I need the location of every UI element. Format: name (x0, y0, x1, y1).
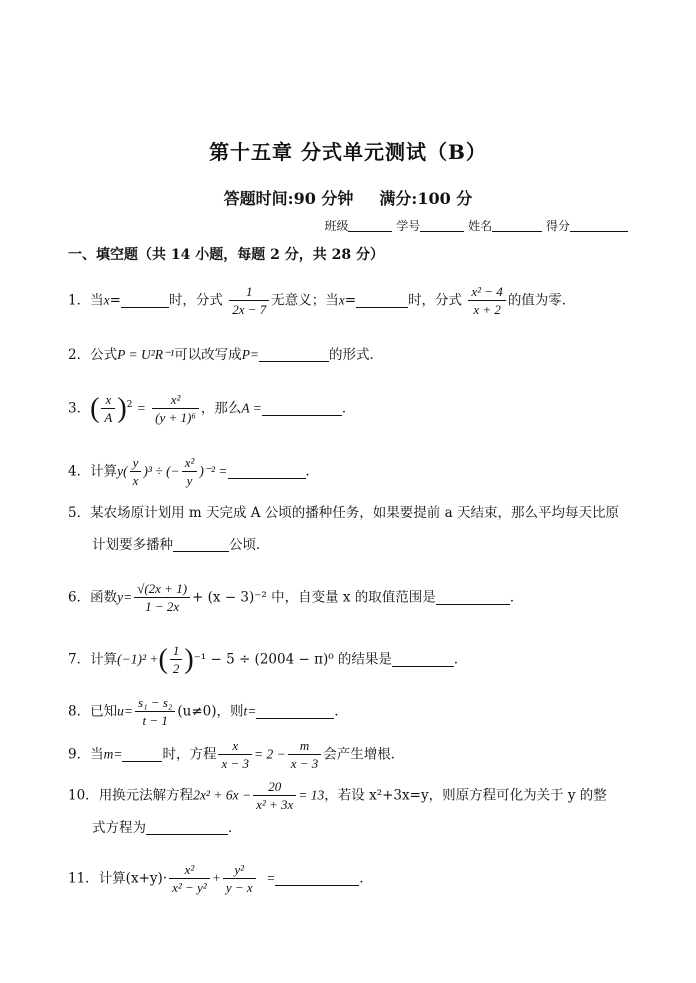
text: + (x − 3)⁻² 中，自变量 x 的取值范围是 (192, 589, 436, 606)
fraction (170, 643, 183, 677)
answer-blank-2[interactable] (259, 347, 329, 362)
text: 时，分式 (168, 292, 223, 309)
text: 计划要多播种 (92, 537, 173, 553)
fraction (169, 862, 210, 896)
denominator: x² − y² (172, 880, 207, 895)
denominator: x (132, 473, 139, 488)
fraction (223, 862, 256, 896)
numerator: x (218, 738, 252, 755)
answer-blank-6[interactable] (436, 590, 510, 605)
question-7 (68, 643, 467, 677)
question-number: 6． (68, 589, 91, 606)
variable: A = (241, 400, 262, 416)
numerator: 1 (170, 643, 183, 660)
expression: = 13 (298, 787, 325, 803)
numerator: x² (182, 455, 198, 472)
denominator: t − 1 (142, 713, 168, 728)
id-field[interactable] (420, 218, 464, 232)
text: 当 (90, 292, 104, 309)
variable: m= (103, 746, 123, 762)
question-8 (68, 695, 348, 729)
question-4 (68, 455, 319, 489)
section-title: 一、填空题（共 14 小题，每题 2 分，共 28 分） (68, 247, 384, 263)
text: ，那么 (200, 400, 242, 417)
question-2 (68, 345, 383, 365)
numerator: x (101, 392, 115, 409)
question-number: 11． (68, 870, 99, 887)
time-label: 答题时间:90 分钟 (223, 189, 354, 208)
denominator: y − x (225, 880, 253, 895)
answer-blank-10[interactable] (146, 820, 228, 835)
numerator: 20 (253, 779, 296, 796)
question-10 (68, 779, 607, 813)
denominator: 2 (172, 661, 180, 676)
answer-blank-5[interactable] (173, 537, 229, 552)
question-number: 4． (68, 463, 91, 480)
fraction (101, 392, 115, 426)
denominator: x + 2 (473, 302, 501, 317)
equals: = (266, 870, 276, 886)
paren: ) (117, 393, 127, 424)
answer-blank-1a[interactable] (121, 293, 169, 308)
text: ． (305, 463, 320, 480)
score-field[interactable] (570, 218, 628, 232)
text: 某农场原计划用 m 天完成 A 公顷的播种任务，如果要提前 a 天结束，那么平均每天比原 (90, 505, 619, 521)
text: ． (509, 589, 524, 606)
fraction (253, 779, 296, 813)
student-info-line (324, 217, 628, 234)
question-1: 1．当x= 时，分式 $\frac{1}{2x - 7}$ 无意义；当x= 时，分式 $\frac{\text{x² − 4}}{x + 2}$ 的值为零． (68, 284, 576, 317)
expression: )⁻² = (199, 463, 228, 479)
answer-blank-3[interactable] (262, 401, 342, 416)
answer-blank-9[interactable] (122, 747, 162, 762)
question-3: 3．( $\frac{x}{A}$ )$^2$ = $\frac{\text{x²}}{\text{(y + 1)⁶}}$ ，那么A = ． (68, 392, 356, 425)
fraction (134, 581, 190, 615)
text: = (344, 292, 357, 309)
answer-blank-4[interactable] (228, 464, 306, 479)
fraction (218, 738, 252, 772)
fraction (229, 284, 269, 318)
question-10-line2 (92, 818, 242, 838)
expression: (−1)² + (117, 651, 159, 667)
question-9 (68, 738, 404, 772)
text: 函数 (90, 589, 118, 606)
equals: = (136, 400, 146, 416)
expression: )³ ÷ (− (143, 463, 180, 479)
numerator: y (130, 455, 142, 472)
paren: ( (90, 393, 100, 424)
fraction (468, 284, 505, 318)
question-5-line2 (92, 535, 270, 555)
fraction (130, 455, 142, 489)
question-number: 5． (68, 505, 91, 521)
name-label: 姓名 (468, 219, 493, 233)
text: 公式 (90, 347, 118, 363)
fraction (135, 695, 175, 729)
expression: = 2 − (254, 746, 286, 762)
question-number: 2． (68, 347, 91, 363)
text: 计算 (90, 463, 118, 480)
text: 时，方程 (162, 746, 217, 763)
numerator: y² (223, 862, 256, 879)
denominator: A (104, 410, 113, 425)
question-number: 9． (68, 746, 91, 763)
numerator: x² (152, 392, 199, 409)
text: 用换元法解方程 (98, 787, 194, 804)
class-label: 班级 (324, 219, 349, 233)
denominator: x² + 3x (256, 797, 294, 812)
expression: y= (117, 589, 133, 605)
exam-meta (0, 186, 696, 209)
text: ． (341, 400, 356, 417)
name-field[interactable] (492, 218, 542, 232)
numerator: s₁ − s₂ (135, 695, 175, 712)
denominator: (y + 1)⁶ (155, 410, 196, 425)
fraction (152, 392, 199, 426)
answer-blank-7[interactable] (392, 652, 454, 667)
denominator: x − 3 (221, 756, 249, 771)
text: 计算 (90, 651, 118, 668)
variable: t= (243, 703, 257, 719)
question-6 (68, 581, 523, 615)
denominator: x − 3 (290, 756, 319, 771)
denominator: 2x − 7 (232, 302, 267, 317)
numerator: m (288, 738, 322, 755)
text: ． (228, 820, 242, 836)
fraction (182, 455, 198, 489)
question-number: 8． (68, 703, 91, 720)
denominator: 1 − 2x (145, 599, 180, 614)
text: 公顷． (229, 537, 270, 553)
numerator: 1 (229, 284, 269, 301)
score-field-label: 得分 (545, 219, 570, 233)
text: (u≠0)，则 (177, 703, 244, 720)
question-number: 10． (68, 787, 99, 804)
variable: P= (241, 347, 260, 362)
paren: ( (158, 644, 168, 675)
expression: 2x² + 6x − (193, 787, 252, 803)
denominator: y (186, 473, 193, 488)
text: 已知 (90, 703, 118, 720)
question-number: 1． (68, 292, 91, 309)
text: ． (334, 703, 348, 720)
operator: + (211, 870, 221, 886)
numerator: √(2x + 1) (134, 581, 190, 598)
expression: y( (117, 463, 128, 479)
page-title: 第十五章 分式单元测试（B） (209, 140, 487, 164)
score-label: 满分:100 分 (379, 189, 473, 208)
answer-blank-1b[interactable] (356, 293, 408, 308)
fraction (288, 738, 322, 772)
text: 计算(x+y)· (98, 870, 168, 887)
answer-blank-8[interactable] (256, 704, 334, 719)
paren: ) (184, 644, 194, 675)
text: 可以改写成 (174, 347, 242, 363)
text: = (109, 292, 121, 309)
text: ，若设 x²+3x=y，则原方程可化为关于 y 的整 (324, 787, 607, 804)
expression: u= (117, 703, 133, 719)
id-label: 学号 (396, 219, 421, 233)
class-field[interactable] (348, 218, 392, 232)
text: 的形式． (329, 347, 384, 363)
question-number: 3． (68, 400, 91, 417)
text: ⁻¹ − 5 ÷ (2004 − π)⁰ 的结果是 (193, 651, 392, 668)
question-11 (68, 862, 373, 896)
numerator: x² (169, 862, 210, 879)
text: 的值为零． (507, 292, 576, 309)
text: 时，分式 (408, 292, 463, 309)
text: 当 (90, 746, 104, 763)
formula: P = U²R⁻¹ (117, 347, 175, 362)
numerator: x² − 4 (468, 284, 505, 301)
answer-blank-11[interactable] (275, 871, 359, 886)
text: ． (359, 870, 373, 887)
text: 会产生增根． (323, 746, 405, 763)
question-5 (68, 503, 619, 523)
question-number: 7． (68, 651, 91, 668)
text: 式方程为 (92, 820, 146, 836)
text: ． (453, 651, 468, 668)
text: 无意义；当 (271, 292, 339, 309)
